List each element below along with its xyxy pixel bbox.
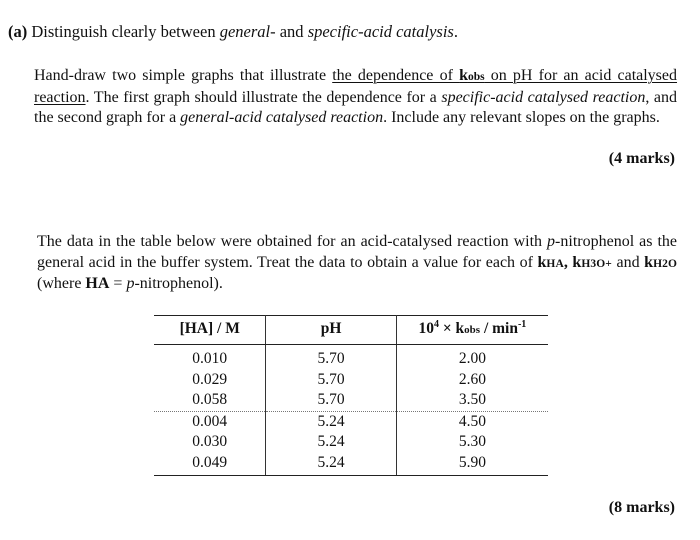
header-kobs: $10^4$ × kobs / $\min^{-1}$	[396, 316, 548, 345]
table-row: 0.004 5.24 4.50	[154, 411, 548, 432]
question-a-heading: (a) Distinguish clearly between general- and specific-acid catalysis.	[8, 22, 458, 41]
table-row: 0.029 5.70 2.60	[154, 370, 548, 391]
table-row: 0.030 5.24 5.30	[154, 432, 548, 453]
table-row: 0.058 5.70 3.50	[154, 390, 548, 411]
data-task-paragraph: The data in the table below were obtained for an acid-catalysed reaction with p-nitrophenol as the general acid in the buffer system. Treat the data to obtain a value for each of kHA, kH3O+ and kH2O (where HA = p-nitrophenol).	[37, 233, 678, 292]
header-ph: pH	[266, 316, 396, 345]
header-ha-concentration: [HA] / M	[154, 316, 266, 345]
table-row: 0.049 5.24 5.90	[154, 453, 548, 476]
kinetics-data-table	[154, 315, 548, 476]
marks-label: (8 marks)	[608, 499, 675, 516]
table-header-row	[154, 316, 548, 345]
graph-task-paragraph: Hand-draw two simple graphs that illustrate the dependence of kobs on pH for an acid catalysed reaction. The first graph should illustrate the dependence for a specific-acid catalysed reaction, and the second graph for a general-acid catalysed reaction. Include any relevant slopes on the graphs.	[34, 67, 678, 126]
marks-label: (4 marks)	[608, 150, 675, 167]
question-label: (a)	[8, 22, 28, 41]
underlined-phrase: the dependence of kobs on pH for an acid catalysed reaction	[34, 67, 678, 106]
table-row: 0.010 5.70 2.00	[154, 345, 548, 370]
